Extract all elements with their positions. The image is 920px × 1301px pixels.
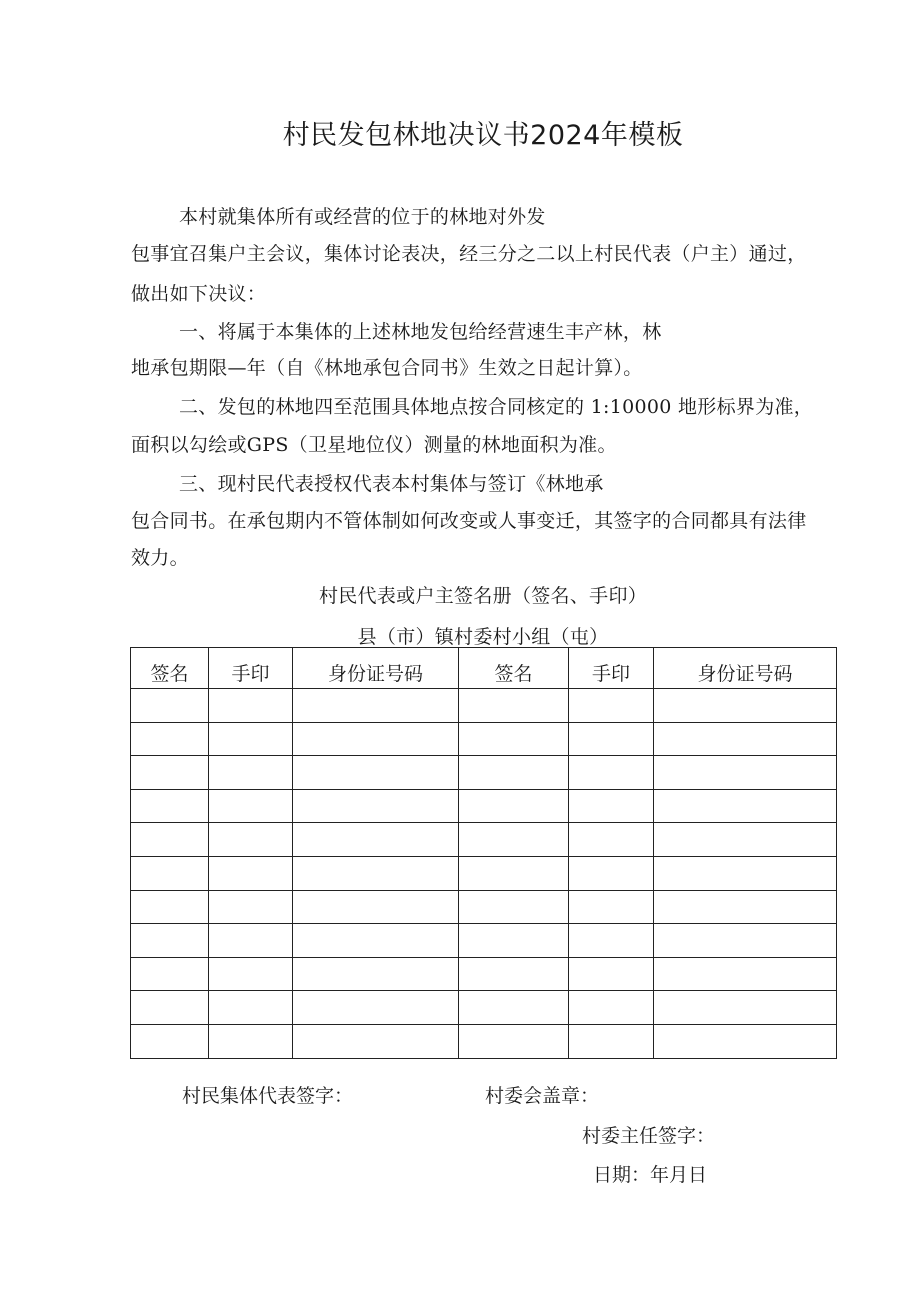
- signature-cell: [209, 689, 293, 723]
- paragraph-1-line-1: 本村就集体所有或经营的位于的林地对外发: [179, 206, 546, 228]
- roster-heading: 村民代表或户主签名册（签名、手印）: [318, 585, 648, 607]
- paragraph-4-line-1: 三、现村民代表授权代表本村集体与签订《林地承: [179, 473, 604, 495]
- signature-cell: [569, 890, 654, 924]
- column-header-id-number-2: 身份证号码: [654, 648, 837, 689]
- signature-cell: [654, 1024, 837, 1058]
- signature-cell: [131, 1024, 209, 1058]
- signature-cell: [209, 957, 293, 991]
- signature-cell: [293, 823, 459, 857]
- director-signature-label: 村委主任签字：: [582, 1125, 716, 1147]
- signature-cell: [459, 756, 569, 790]
- signature-cell: [293, 924, 459, 958]
- signature-cell: [654, 789, 837, 823]
- table-row: [131, 924, 837, 958]
- signature-cell: [293, 856, 459, 890]
- paragraph-2-line-2: 地承包期限—年（自《林地承包合同书》生效之日起计算）。: [131, 357, 643, 379]
- signature-cell: [569, 856, 654, 890]
- signature-cell: [569, 924, 654, 958]
- paragraph-1-line-2: 包事宜召集户主会议，集体讨论表决，经三分之二以上村民代表（户主）通过，: [131, 243, 807, 265]
- table-row: [131, 722, 837, 756]
- signature-cell: [131, 890, 209, 924]
- signature-cell: [209, 722, 293, 756]
- signature-cell: [654, 756, 837, 790]
- signature-cell: [293, 689, 459, 723]
- table-header-row: [131, 648, 837, 689]
- village-committee-seal-label: 村委会盖章：: [485, 1085, 600, 1107]
- signature-cell: [131, 689, 209, 723]
- signature-cell: [131, 957, 209, 991]
- signature-cell: [459, 924, 569, 958]
- column-header-signature: 签名: [131, 648, 209, 689]
- signature-cell: [293, 789, 459, 823]
- paragraph-3-line-2: 面积以勾绘或GPS（卫星地位仪）测量的林地面积为准。: [131, 434, 617, 456]
- document-title: 村民发包林地决议书2024年模板: [282, 120, 684, 151]
- signature-cell: [131, 722, 209, 756]
- signature-cell: [459, 890, 569, 924]
- signature-cell: [209, 789, 293, 823]
- signature-cell: [293, 722, 459, 756]
- signature-cell: [131, 789, 209, 823]
- signature-cell: [459, 957, 569, 991]
- signature-cell: [209, 924, 293, 958]
- signature-cell: [569, 1024, 654, 1058]
- signature-cell: [654, 957, 837, 991]
- table-row: [131, 1024, 837, 1058]
- table-row: [131, 890, 837, 924]
- signature-cell: [569, 722, 654, 756]
- signature-cell: [131, 856, 209, 890]
- table-row: [131, 689, 837, 723]
- column-header-signature-2: 签名: [459, 648, 569, 689]
- signature-cell: [293, 890, 459, 924]
- column-header-handprint-2: 手印: [569, 648, 654, 689]
- signature-cell: [459, 1024, 569, 1058]
- signature-cell: [293, 957, 459, 991]
- date-label: 日期：年月日: [593, 1164, 708, 1186]
- signature-cell: [131, 823, 209, 857]
- column-header-handprint: 手印: [209, 648, 293, 689]
- signature-cell: [654, 924, 837, 958]
- signature-cell: [654, 991, 837, 1025]
- signature-cell: [459, 722, 569, 756]
- table-row: [131, 991, 837, 1025]
- signature-cell: [293, 991, 459, 1025]
- signature-cell: [209, 823, 293, 857]
- signature-cell: [459, 991, 569, 1025]
- signature-roster-table: [130, 647, 837, 1059]
- signature-cell: [209, 1024, 293, 1058]
- signature-cell: [654, 856, 837, 890]
- signature-cell: [654, 823, 837, 857]
- signature-cell: [131, 924, 209, 958]
- representative-signature-label: 村民集体代表签字：: [182, 1085, 354, 1107]
- signature-cell: [131, 756, 209, 790]
- paragraph-2-line-1: 一、将属于本集体的上述林地发包给经营速生丰产林，林: [179, 321, 662, 343]
- paragraph-4-line-2: 包合同书。在承包期内不管体制如何改变或人事变迁，其签字的合同都具有法律: [131, 510, 807, 532]
- column-header-id-number: 身份证号码: [293, 648, 459, 689]
- table-row: [131, 856, 837, 890]
- roster-subheading: 县（市）镇村委村小组（屯）: [357, 626, 609, 648]
- signature-cell: [654, 890, 837, 924]
- signature-cell: [569, 957, 654, 991]
- signature-cell: [209, 991, 293, 1025]
- signature-cell: [569, 991, 654, 1025]
- signature-cell: [459, 689, 569, 723]
- table-row: [131, 756, 837, 790]
- signature-cell: [569, 689, 654, 723]
- paragraph-1-line-3: 做出如下决议：: [131, 283, 267, 305]
- signature-cell: [459, 789, 569, 823]
- signature-cell: [569, 756, 654, 790]
- signature-cell: [459, 823, 569, 857]
- signature-cell: [293, 756, 459, 790]
- paragraph-3-line-1: 二、发包的林地四至范围具体地点按合同核定的 1:10000 地形标界为准，: [179, 396, 814, 418]
- table-row: [131, 823, 837, 857]
- signature-cell: [293, 1024, 459, 1058]
- signature-cell: [569, 789, 654, 823]
- signature-cell: [131, 991, 209, 1025]
- signature-cell: [569, 823, 654, 857]
- signature-cell: [654, 689, 837, 723]
- table-row: [131, 957, 837, 991]
- paragraph-4-line-3: 效力。: [131, 547, 189, 569]
- signature-cell: [209, 890, 293, 924]
- table-row: [131, 789, 837, 823]
- signature-cell: [654, 722, 837, 756]
- signature-cell: [209, 856, 293, 890]
- signature-cell: [459, 856, 569, 890]
- signature-cell: [209, 756, 293, 790]
